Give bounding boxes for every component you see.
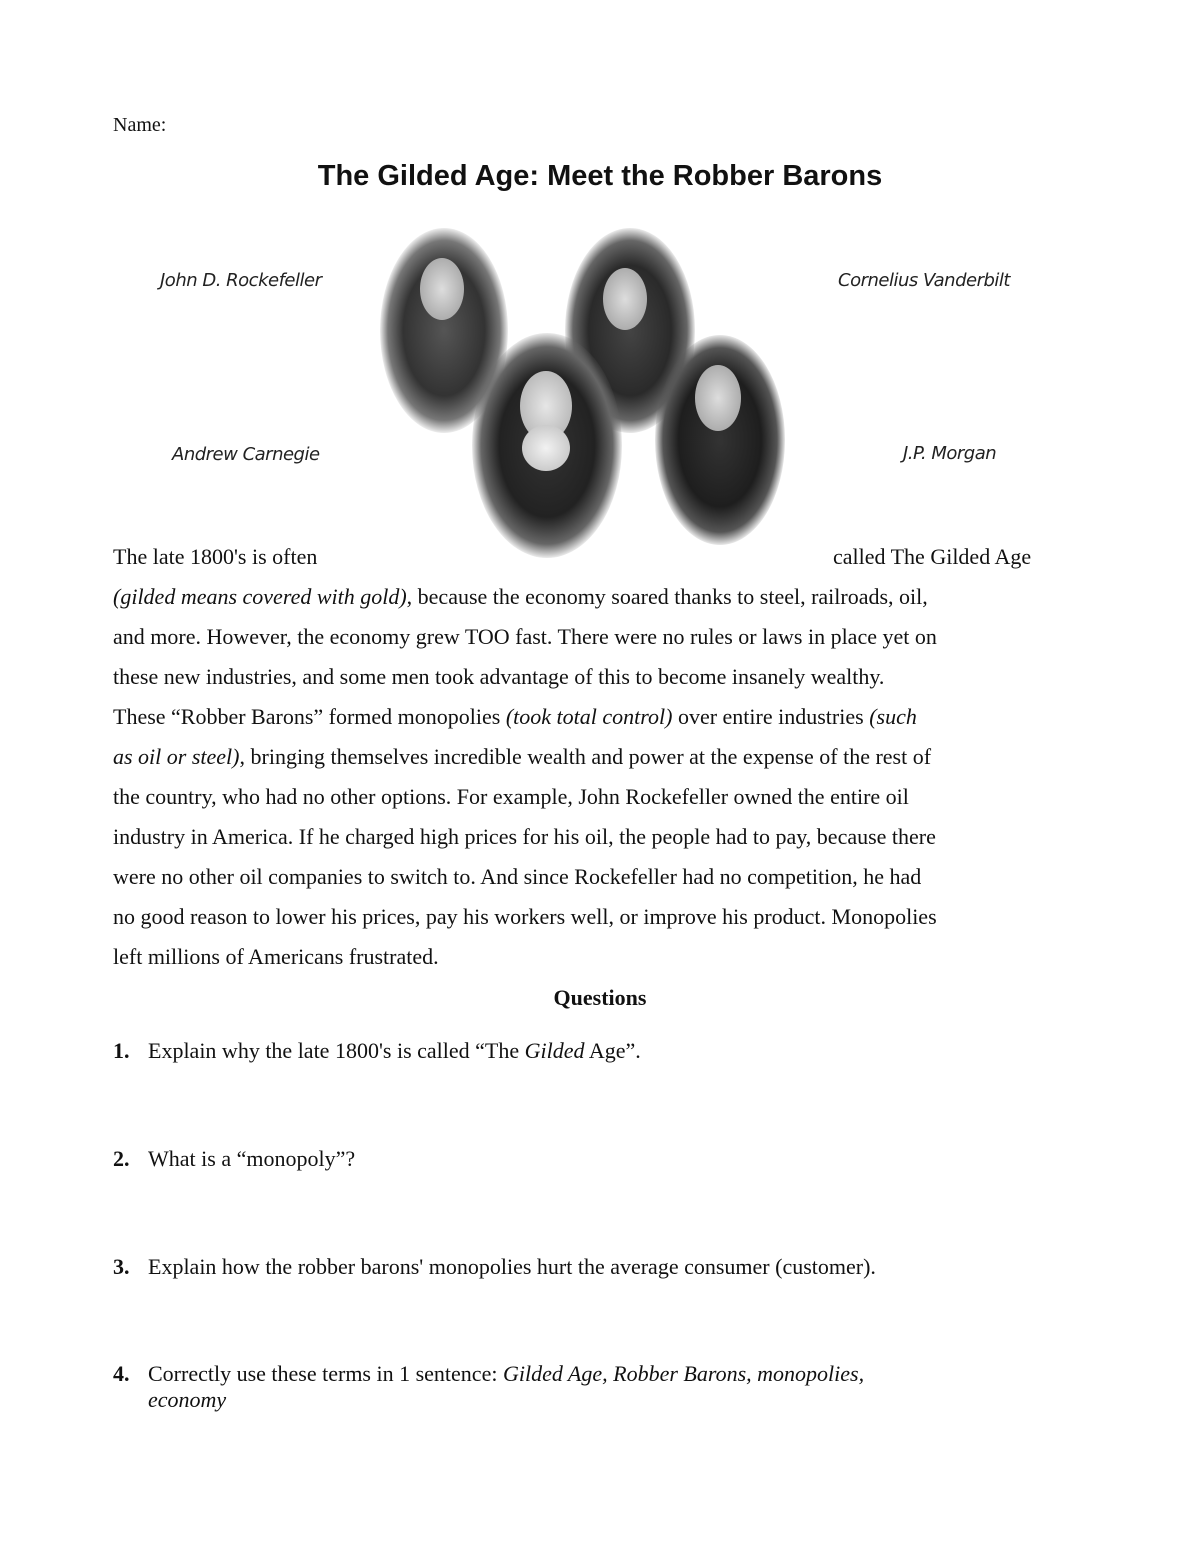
page-title: The Gilded Age: Meet the Robber Barons xyxy=(317,160,883,192)
passage-line: the country, who had no other options. For example, John Rockefeller owned the entire oil xyxy=(113,784,909,809)
question-number: 1. xyxy=(113,1038,130,1063)
question-1 xyxy=(113,1038,641,1064)
definition-monopoly: (took total control) xyxy=(505,704,673,729)
question-4 xyxy=(113,1361,864,1413)
question-3 xyxy=(113,1254,876,1280)
example-text: as oil or steel) xyxy=(113,744,240,769)
passage-line: industry in America. If he charged high prices for his oil, the people had to pay, because there xyxy=(113,824,936,849)
question-text-italic: Gilded xyxy=(524,1038,585,1063)
beard-carnegie xyxy=(522,425,570,471)
question-number: 3. xyxy=(113,1254,130,1279)
text: , because the economy soared thanks to steel, railroads, oil, xyxy=(406,584,928,609)
passage-line xyxy=(113,704,917,730)
text: , bringing themselves incredible wealth and power at the expense of the rest of xyxy=(239,744,932,769)
text: The late 1800's is often xyxy=(113,544,318,569)
text: These “Robber Barons” formed monopolies xyxy=(113,704,506,729)
passage-line xyxy=(833,544,1031,570)
passage-line: these new industries, and some men took advantage of this to become insanely wealthy. xyxy=(113,664,885,689)
question-number: 2. xyxy=(113,1146,130,1171)
passage-line xyxy=(113,544,317,570)
passage-line: were no other oil companies to switch to. And since Rockefeller had no competition, he had xyxy=(113,864,922,889)
passage-line: and more. However, the economy grew TOO fast. There were no rules or laws in place yet on xyxy=(113,624,937,649)
question-terms: economy xyxy=(148,1387,227,1412)
face-morgan xyxy=(695,365,741,431)
question-number: 4. xyxy=(113,1361,130,1386)
questions-heading: Questions xyxy=(553,985,647,1010)
name-label: Name: xyxy=(113,114,167,136)
question-text: Age”. xyxy=(584,1038,641,1063)
question-text: Correctly use these terms in 1 sentence: xyxy=(148,1361,503,1386)
definition-gilded: (gilded means covered with gold) xyxy=(113,584,407,609)
caption-carnegie: Andrew Carnegie xyxy=(172,444,320,465)
caption-rockefeller: John D. Rockefeller xyxy=(160,270,322,291)
portrait-carnegie xyxy=(472,333,622,558)
portrait-morgan xyxy=(655,335,785,545)
question-text: Explain how the robber barons' monopolies hurt the average consumer (customer). xyxy=(148,1254,876,1279)
caption-morgan: J.P. Morgan xyxy=(903,443,997,464)
face-vanderbilt xyxy=(603,268,647,330)
question-terms: Gilded Age, Robber Barons, monopolies, xyxy=(502,1361,865,1386)
question-text: Explain why the late 1800's is called “The xyxy=(148,1038,525,1063)
passage-line: no good reason to lower his prices, pay his workers well, or improve his product. Monopolies xyxy=(113,904,937,929)
face-rockefeller xyxy=(420,258,464,320)
passage-line xyxy=(113,584,928,610)
example-text: (such xyxy=(869,704,917,729)
question-2 xyxy=(113,1146,355,1172)
text: over entire industries xyxy=(672,704,870,729)
passage-line: left millions of Americans frustrated. xyxy=(113,944,439,969)
caption-vanderbilt: Cornelius Vanderbilt xyxy=(838,270,1010,291)
text: called The Gilded Age xyxy=(833,544,1032,569)
question-text: What is a “monopoly”? xyxy=(148,1146,356,1171)
passage-line xyxy=(113,744,931,770)
